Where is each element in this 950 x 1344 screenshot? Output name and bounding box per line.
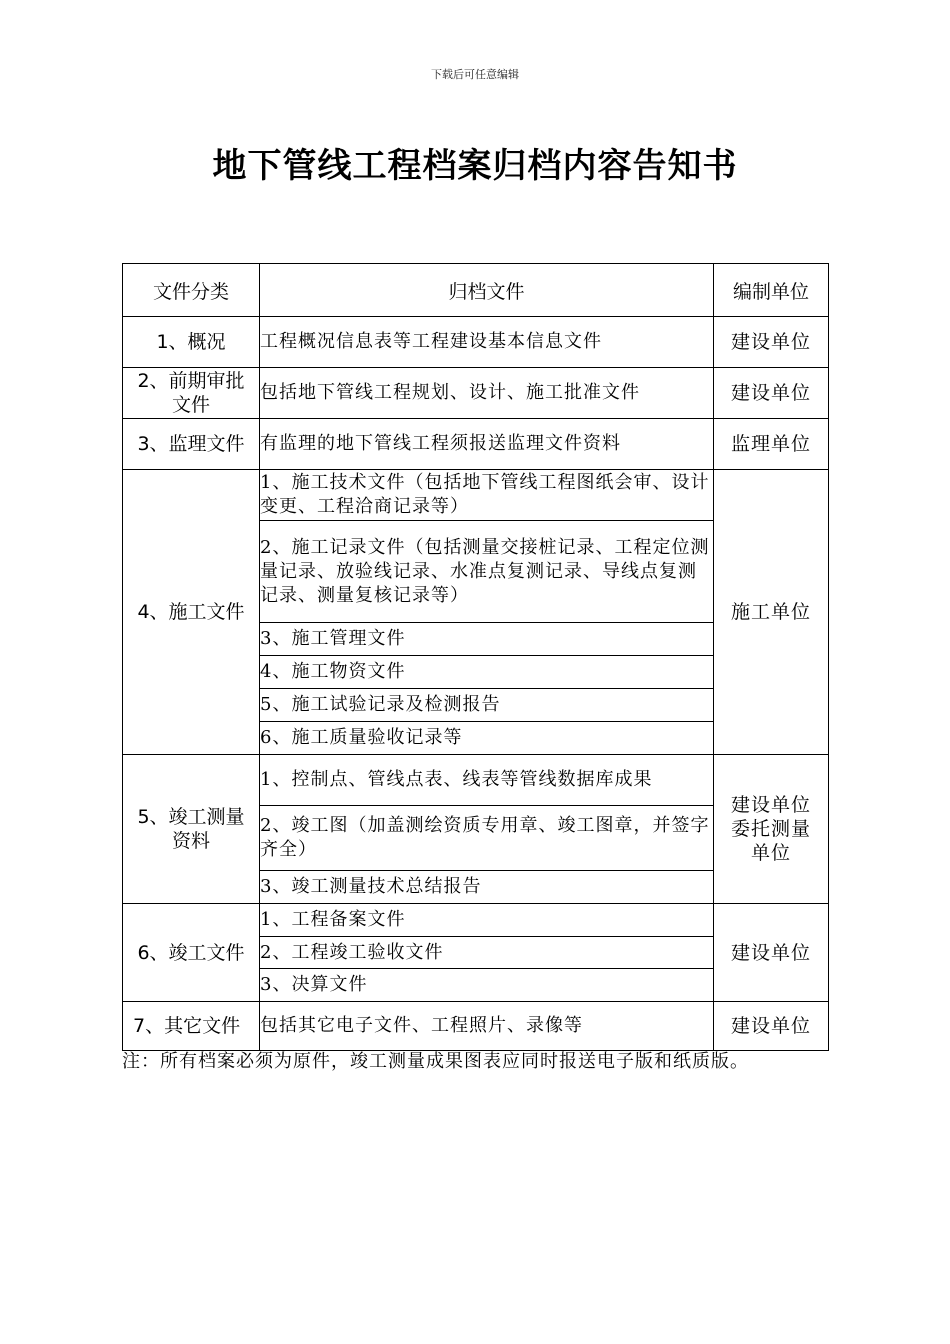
document-cell: 3、施工管理文件 <box>260 623 714 656</box>
category-cell: 2、前期审批文件 <box>123 368 260 419</box>
document-cell: 有监理的地下管线工程须报送监理文件资料 <box>260 419 714 470</box>
document-cell: 2、工程竣工验收文件 <box>260 937 714 969</box>
document-cell: 2、施工记录文件（包括测量交接桩记录、工程定位测量记录、放验线记录、水准点复测记录、导线点复测记录、测量复核记录等） <box>260 521 714 623</box>
table-header-row <box>123 264 829 317</box>
table-row <box>123 419 829 470</box>
table-row <box>123 1002 829 1051</box>
table-row <box>123 317 829 368</box>
unit-cell: 建设单位 <box>714 368 829 419</box>
document-cell: 5、施工试验记录及检测报告 <box>260 689 714 722</box>
unit-cell: 建设单位 <box>714 317 829 368</box>
table-row <box>123 904 829 937</box>
category-cell: 1、概况 <box>123 317 260 368</box>
table-row <box>123 755 829 806</box>
document-cell: 2、竣工图（加盖测绘资质专用章、竣工图章，并签字齐全） <box>260 806 714 871</box>
footer-note: 注：所有档案必须为原件，竣工测量成果图表应同时报送电子版和纸质版。 <box>122 1051 749 1072</box>
category-cell: 5、竣工测量资料 <box>123 755 260 904</box>
unit-cell: 施工单位 <box>714 470 829 755</box>
archive-table <box>122 263 829 1051</box>
document-cell: 1、施工技术文件（包括地下管线工程图纸会审、设计变更、工程洽商记录等） <box>260 470 714 521</box>
unit-cell: 监理单位 <box>714 419 829 470</box>
header-unit: 编制单位 <box>714 264 829 317</box>
unit-cell: 建设单位 <box>714 1002 829 1051</box>
table-row <box>123 470 829 521</box>
document-cell: 6、施工质量验收记录等 <box>260 722 714 755</box>
header-note: 下载后可任意编辑 <box>431 68 519 81</box>
page-title: 地下管线工程档案归档内容告知书 <box>212 146 738 186</box>
category-cell: 4、施工文件 <box>123 470 260 755</box>
document-cell: 包括地下管线工程规划、设计、施工批准文件 <box>260 368 714 419</box>
header-category: 文件分类 <box>123 264 260 317</box>
document-cell: 工程概况信息表等工程建设基本信息文件 <box>260 317 714 368</box>
document-cell: 包括其它电子文件、工程照片、录像等 <box>260 1002 714 1051</box>
table-row <box>123 368 829 419</box>
unit-cell: 建设单位委托测量单位 <box>714 755 829 904</box>
document-cell: 3、决算文件 <box>260 969 714 1002</box>
document-cell: 3、竣工测量技术总结报告 <box>260 871 714 904</box>
header-documents: 归档文件 <box>260 264 714 317</box>
category-cell: 6、竣工文件 <box>123 904 260 1002</box>
document-cell: 1、工程备案文件 <box>260 904 714 937</box>
category-cell: 3、监理文件 <box>123 419 260 470</box>
document-cell: 1、控制点、管线点表、线表等管线数据库成果 <box>260 755 714 806</box>
category-cell: 7、其它文件 <box>123 1002 260 1051</box>
document-cell: 4、施工物资文件 <box>260 656 714 689</box>
unit-cell: 建设单位 <box>714 904 829 1002</box>
